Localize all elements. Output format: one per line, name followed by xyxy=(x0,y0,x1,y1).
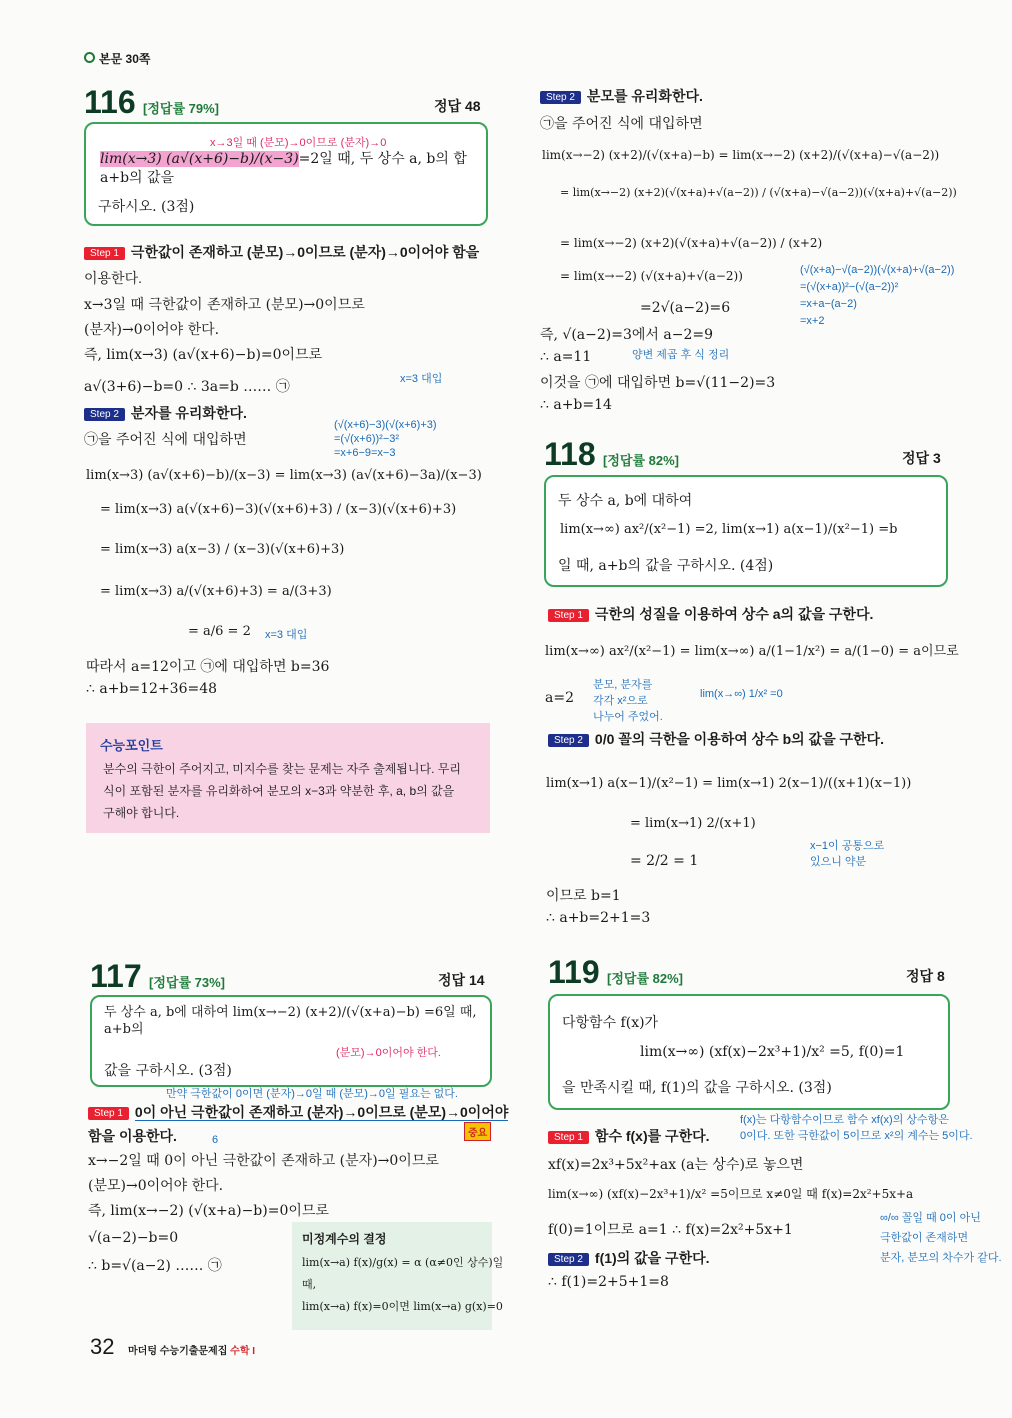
note-line: ∞/∞ 꼴일 때 0이 아닌 xyxy=(880,1212,981,1224)
note-line: =x+6−9=x−3 xyxy=(334,447,396,459)
question-line: 다항함수 f(x)가 xyxy=(562,1015,659,1031)
step-badge: Step 1 xyxy=(548,609,589,622)
circle-icon xyxy=(84,52,95,63)
question-tail: =2일 때, 두 상수 a, b의 합 a+b의 값을 xyxy=(100,151,467,186)
note-line: (√(x+6)−3)(√(x+6)+3) xyxy=(334,419,437,431)
annotation xyxy=(810,838,884,870)
solution-line: (분모)→0이어야 한다. xyxy=(88,1178,224,1194)
book-title: 마더텅 수능기출문제집 xyxy=(128,1346,228,1357)
question-line: 일 때, a+b의 값을 구하시오. (4점) xyxy=(558,558,774,574)
annotation: x=3 대입 xyxy=(265,629,308,641)
correct-rate: [정답률 73%] xyxy=(149,975,225,990)
answer: 정답 8 xyxy=(906,968,945,984)
solution-line: x→−2일 때 0이 아닌 극한값이 존재하고 (분자)→0이므로 xyxy=(88,1153,439,1169)
solution-line: 이것을 ㉠에 대입하면 b=√(11−2)=3 xyxy=(540,375,776,391)
annotation: 6 xyxy=(212,1134,219,1146)
equation-line: = lim(x→−2) (x+2)(√(x+a)+√(a−2)) / (x+2) xyxy=(560,236,823,250)
final-answer-line: ∴ a+b=12+36=48 xyxy=(86,681,218,697)
step-badge: Step 2 xyxy=(540,91,581,104)
note-line: =x+a−(a−2) xyxy=(800,298,857,310)
step-title-cont: 이용한다. xyxy=(84,270,142,286)
question-line: 을 만족시킬 때, f(1)의 값을 구하시오. (3점) xyxy=(562,1080,832,1096)
point-line: 분수의 극한이 주어지고, 미지수를 찾는 문제는 자주 출제됩니다. 무리 xyxy=(103,762,461,776)
final-answer-line: ∴ a+b=2+1=3 xyxy=(546,910,651,926)
equation-line: = lim(x→3) a(√(x+6)−3)(√(x+6)+3) / (x−3)(√(x+6)+3) xyxy=(100,502,457,517)
annotation: lim(x→∞) 1/x² =0 xyxy=(700,688,783,700)
solution-line: ∴ a=11 xyxy=(540,349,592,365)
solution-line: ∴ b=√(a−2) …… ㉠ xyxy=(88,1258,222,1274)
note-line: 극한값이 존재하면 xyxy=(880,1232,969,1244)
step2-heading xyxy=(548,729,884,749)
solution-line: xf(x)=2x³+5x²+ax (a는 상수)로 놓으면 xyxy=(548,1157,804,1173)
step1-heading xyxy=(548,604,873,624)
annotation xyxy=(880,1208,1002,1268)
answer: 정답 48 xyxy=(434,98,481,114)
solution-line: ㉠을 주어진 식에 대입하면 xyxy=(540,116,703,132)
problem-number: 117 xyxy=(90,958,142,994)
question-note: (분모)→0이어야 한다. xyxy=(336,1047,441,1059)
note-line: 분자, 분모의 차수가 같다. xyxy=(880,1252,1002,1264)
tip-line: lim(x→a) f(x)/g(x) = α (α≠0인 상수)일 xyxy=(302,1256,504,1269)
note-line: =(√(x+a))²−(√(a−2))² xyxy=(800,281,899,293)
equation-line: lim(x→∞) (xf(x)−2x³+1)/x² =5이므로 x≠0일 때 f(x)=2x²+5x+a xyxy=(548,1187,914,1201)
correct-rate: [정답률 82%] xyxy=(607,971,683,986)
solution-line: √(a−2)−b=0 xyxy=(88,1230,179,1246)
point-line: 구해야 합니다. xyxy=(103,806,180,820)
step-badge: Step 2 xyxy=(548,734,589,747)
step-title: 0/0 꼴의 극한을 이용하여 상수 b의 값을 구한다. xyxy=(594,731,884,747)
tip-title: 미정계수의 결정 xyxy=(302,1232,387,1246)
question-line: 두 상수 a, b에 대하여 xyxy=(558,493,693,509)
answer: 정답 14 xyxy=(438,972,485,988)
note-line: =x+2 xyxy=(800,315,825,327)
equation-line: = lim(x→−2) (x+2)(√(x+a)+√(a−2)) / (√(x+a)−√(a−2))(√(x+a)+√(a−2)) xyxy=(560,186,957,199)
step-title-cont: 함을 이용한다. xyxy=(88,1128,177,1144)
step1-heading xyxy=(84,242,479,262)
note-line: 있으니 약분 xyxy=(810,856,867,868)
step-badge: Step 1 xyxy=(88,1107,129,1120)
equation-line: lim(x→3) (a√(x+6)−b)/(x−3) = lim(x→3) (a√(x+6)−3a)/(x−3) xyxy=(86,468,482,483)
step-title: 0이 아닌 극한값이 존재하고 (분자)→0이므로 (분모)→0이어야 xyxy=(134,1104,509,1120)
problem-number: 118 xyxy=(544,436,596,472)
page-number: 32 xyxy=(90,1334,115,1359)
subject: 수학 I xyxy=(230,1346,256,1357)
conclusion-line: 따라서 a=12이고 ㉠에 대입하면 b=36 xyxy=(86,659,330,675)
question-line-2: 구하시오. (3점) xyxy=(98,199,195,215)
step-title: 분자를 유리화한다. xyxy=(130,405,247,421)
question-line: lim(x→∞) (xf(x)−2x³+1)/x² =5, f(0)=1 xyxy=(640,1044,905,1060)
final-answer-line: ∴ a+b=14 xyxy=(540,397,612,413)
footer-book xyxy=(128,1342,255,1357)
answer: 정답 3 xyxy=(902,450,941,466)
tip-line: 때, xyxy=(302,1278,317,1291)
equation-line: = lim(x→1) 2/(x+1) xyxy=(630,816,756,831)
note-line: (√(x+a)−√(a−2))(√(x+a)+√(a−2)) xyxy=(800,264,955,276)
note-line: =(√(x+6))²−3² xyxy=(334,433,400,445)
equation-line: lim(x→∞) ax²/(x²−1) = lim(x→∞) a/(1−1/x²) = a/(1−0) = a이므로 xyxy=(545,644,959,659)
tip-line: lim(x→a) f(x)=0이면 lim(x→a) g(x)=0 xyxy=(302,1300,503,1313)
equation-line: lim(x→1) a(x−1)/(x²−1) = lim(x→1) 2(x−1)/((x+1)(x−1)) xyxy=(546,776,912,791)
equation-line: = a/6 = 2 xyxy=(188,624,251,639)
final-answer-line: ∴ f(1)=2+5+1=8 xyxy=(548,1274,669,1290)
exam-point-text xyxy=(103,758,461,824)
problem-number: 119 xyxy=(548,954,600,990)
step-title: 분모를 유리화한다. xyxy=(586,88,703,104)
point-line: 식이 포함된 분자를 유리화하여 분모의 x−3과 약분한 후, a, b의 값을 xyxy=(103,784,455,798)
question-line-2: 값을 구하시오. (3점) xyxy=(104,1063,232,1079)
solution-line: 즉, √(a−2)=3에서 a−2=9 xyxy=(540,327,714,343)
solution-line: a√(3+6)−b=0 ∴ 3a=b …… ㉠ xyxy=(84,379,290,395)
note-line: 0이다. 또한 극한값이 5이므로 x²의 계수는 5이다. xyxy=(740,1130,973,1142)
solution-line: a=2 xyxy=(545,690,574,706)
note-line: 분모, 분자를 xyxy=(593,679,653,691)
annotation xyxy=(593,677,663,725)
note-line: 나누어 주었어. xyxy=(593,711,663,723)
question-text xyxy=(100,150,475,188)
equation-line: = lim(x→3) a/(√(x+6)+3) = a/(3+3) xyxy=(100,584,332,599)
note-line: f(x)는 다항함수이므로 함수 xf(x)의 상수항은 xyxy=(740,1114,949,1126)
step-title: f(1)의 값을 구한다. xyxy=(594,1250,710,1266)
solution-line: 즉, lim(x→−2) (√(x+a)−b)=0이므로 xyxy=(88,1203,329,1219)
solution-line: x→3일 때 극한값이 존재하고 (분모)→0이므로 xyxy=(84,297,365,313)
step-title: 극한값이 존재하고 (분모)→0이므로 (분자)→0이어야 함을 xyxy=(130,244,480,260)
step-badge: Step 1 xyxy=(548,1131,589,1144)
page-reference-text: 본문 30쪽 xyxy=(99,52,151,66)
rationalize-note xyxy=(334,418,437,460)
equation-line: =2√(a−2)=6 xyxy=(640,300,731,316)
equation-line: = lim(x→3) a(x−3) / (x−3)(√(x+6)+3) xyxy=(100,542,345,557)
equation-line: = 2/2 = 1 xyxy=(630,853,699,869)
step-title: 극한의 성질을 이용하여 상수 a의 값을 구한다. xyxy=(594,606,874,622)
equation-line: lim(x→−2) (x+2)/(√(x+a)−b) = lim(x→−2) (x+2)/(√(x+a)−√(a−2)) xyxy=(542,148,940,162)
equation-line: = lim(x→−2) (√(x+a)+√(a−2)) xyxy=(560,269,743,283)
question-note: x→3일 때 (분모)→0이므로 (분자)→0 xyxy=(210,137,387,149)
annotation: x=3 대입 xyxy=(400,373,443,385)
question-text: 두 상수 a, b에 대하여 lim(x→−2) (x+2)/(√(x+a)−b) =6일 때, a+b의 xyxy=(104,1005,477,1037)
note-line: 각각 x²으로 xyxy=(593,695,648,707)
tip-text xyxy=(302,1252,503,1318)
page-reference xyxy=(84,50,150,67)
solution-line: f(0)=1이므로 a=1 ∴ f(x)=2x²+5x+1 xyxy=(548,1222,793,1238)
note-line: x−1이 공통으로 xyxy=(810,840,885,852)
annotation: 양변 제곱 후 식 정리 xyxy=(632,349,730,361)
annotation xyxy=(740,1112,973,1144)
step1-heading xyxy=(88,1102,508,1122)
solution-line: 즉, lim(x→3) (a√(x+6)−b)=0이므로 xyxy=(84,347,323,363)
step-title: 함수 f(x)를 구한다. xyxy=(594,1128,710,1144)
problem-number: 116 xyxy=(84,84,136,120)
correct-rate: [정답률 82%] xyxy=(603,453,679,468)
rationalize-note xyxy=(800,262,954,330)
question-line: lim(x→∞) ax²/(x²−1) =2, lim(x→1) a(x−1)/(x²−1) =b xyxy=(560,522,898,537)
annotation: 만약 극한값이 0이면 (분자)→0일 때 (분모)→0일 필요는 없다. xyxy=(166,1088,458,1100)
step-badge: Step 2 xyxy=(548,1253,589,1266)
step2-heading xyxy=(548,1248,710,1268)
step-badge: Step 2 xyxy=(84,408,125,421)
correct-rate: [정답률 79%] xyxy=(143,101,219,116)
solution-line: ㉠을 주어진 식에 대입하면 xyxy=(84,432,247,448)
step2-heading xyxy=(84,403,247,423)
solution-line: 이므로 b=1 xyxy=(546,888,621,904)
step1-heading xyxy=(548,1126,710,1146)
important-badge: 중요 xyxy=(464,1122,491,1141)
step-badge: Step 1 xyxy=(84,247,125,260)
question-expression: lim(x→3) (a√(x+6)−b)/(x−3) xyxy=(100,151,299,167)
exam-point-title: 수능포인트 xyxy=(100,738,163,753)
solution-line: (분자)→0이어야 한다. xyxy=(84,322,220,338)
step2-heading xyxy=(540,86,703,106)
